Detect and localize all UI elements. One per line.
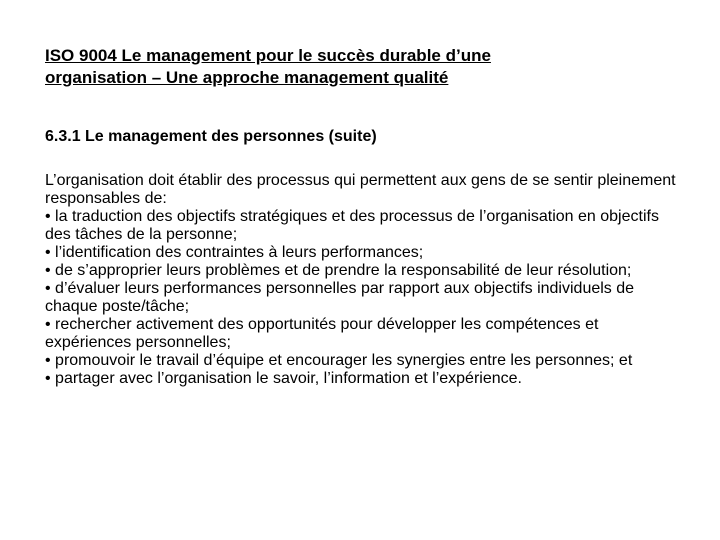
bullet-item: • d’évaluer leurs performances personnelles par rapport aux objectifs individuels de chaque poste/tâche; — [45, 280, 635, 315]
title-line-1: ISO 9004 Le management pour le succès durable d’une — [45, 46, 491, 65]
bullet-item: • rechercher activement des opportunités pour développer les compétences et expériences personnelles; — [45, 316, 599, 351]
bullet-item: • partager avec l’organisation le savoir, l’information et l’expérience. — [45, 370, 522, 387]
slide-title — [45, 45, 685, 89]
section-heading: 6.3.1 Le management des personnes (suite) — [45, 128, 377, 145]
title-line-2: organisation – Une approche management qualité — [45, 68, 449, 87]
bullet-item: • la traduction des objectifs stratégiques et des processus de l’organisation en objectifs des tâches de la personne; — [45, 208, 659, 243]
bullet-item: • de s’approprier leurs problèmes et de prendre la responsabilité de leur résolution; — [45, 262, 632, 279]
body-text — [45, 172, 685, 388]
bullet-item: • l’identification des contraintes à leurs performances; — [45, 244, 424, 261]
bullet-item: • promouvoir le travail d’équipe et encourager les synergies entre les personnes; et — [45, 352, 633, 369]
intro-paragraph: L’organisation doit établir des processus qui permettent aux gens de se sentir pleinement responsables de: — [45, 172, 676, 207]
